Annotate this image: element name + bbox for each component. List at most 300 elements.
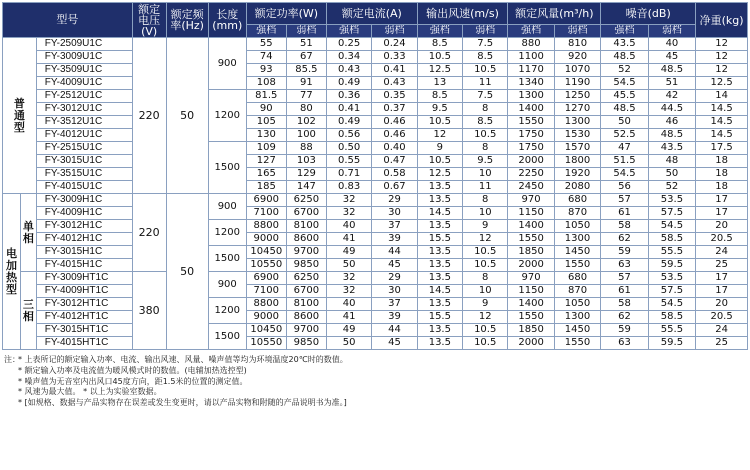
value-cell: 49 [326, 246, 371, 259]
model-cell: FY-3012U1C [36, 103, 132, 116]
value-cell: 880 [508, 38, 554, 51]
value-cell: 17 [696, 285, 748, 298]
value-cell: 9850 [286, 337, 326, 350]
value-cell: 46 [648, 116, 695, 129]
value-cell: 55 [246, 38, 286, 51]
value-cell: 30 [372, 207, 417, 220]
value-cell: 54.5 [648, 298, 695, 311]
value-cell: 10 [463, 207, 508, 220]
model-cell: FY-3015H1C [36, 246, 132, 259]
model-cell: FY-3512U1C [36, 116, 132, 129]
value-cell: 8.5 [417, 90, 462, 103]
value-cell: 13.5 [417, 298, 462, 311]
value-cell: 0.50 [326, 142, 371, 155]
value-cell: 32 [326, 285, 371, 298]
header-freq: 额定频率(Hz) [166, 3, 208, 38]
value-cell: 1300 [554, 233, 600, 246]
value-cell: 13 [417, 77, 462, 90]
value-cell: 9000 [246, 233, 286, 246]
value-cell: 0.24 [372, 38, 417, 51]
value-cell: 24 [696, 324, 748, 337]
model-cell: FY-3009U1C [36, 51, 132, 64]
value-cell: 1530 [554, 129, 600, 142]
length-cell: 1200 [208, 298, 246, 324]
frequency-cell: 50 [166, 38, 208, 194]
value-cell: 1150 [508, 285, 554, 298]
value-cell: 55.5 [648, 324, 695, 337]
value-cell: 0.36 [326, 90, 371, 103]
value-cell: 185 [246, 181, 286, 194]
value-cell: 17.5 [696, 142, 748, 155]
value-cell: 80 [286, 103, 326, 116]
model-cell: FY-2509U1C [36, 38, 132, 51]
value-cell: 18 [696, 168, 748, 181]
model-cell: FY-2512U1C [36, 90, 132, 103]
value-cell: 970 [508, 194, 554, 207]
value-cell: 0.47 [372, 155, 417, 168]
value-cell: 40 [648, 38, 695, 51]
value-cell: 1750 [508, 142, 554, 155]
value-cell: 12 [696, 51, 748, 64]
value-cell: 1300 [554, 311, 600, 324]
value-cell: 8100 [286, 220, 326, 233]
value-cell: 1100 [508, 51, 554, 64]
value-cell: 59.5 [648, 259, 695, 272]
header-weak: 弱档 [286, 25, 326, 38]
value-cell: 41 [326, 311, 371, 324]
value-cell: 1170 [508, 64, 554, 77]
value-cell: 127 [246, 155, 286, 168]
table-row [3, 324, 748, 337]
value-cell: 39 [372, 233, 417, 246]
value-cell: 37 [372, 298, 417, 311]
value-cell: 12.5 [696, 77, 748, 90]
voltage-cell: 380 [132, 272, 166, 350]
value-cell: 10450 [246, 324, 286, 337]
value-cell: 48.5 [601, 51, 648, 64]
value-cell: 43.5 [601, 38, 648, 51]
value-cell: 17 [696, 194, 748, 207]
length-cell: 900 [208, 272, 246, 298]
table-row [3, 103, 748, 116]
value-cell: 0.37 [372, 103, 417, 116]
note-text: * 噪声值为无音室内出风口45度方向，距1.5米的位置的测定值。 [18, 376, 248, 386]
value-cell: 1400 [508, 220, 554, 233]
value-cell: 45 [372, 337, 417, 350]
model-cell: FY-3015HT1C [36, 324, 132, 337]
value-cell: 63 [601, 337, 648, 350]
value-cell: 0.35 [372, 90, 417, 103]
value-cell: 8 [463, 194, 508, 207]
value-cell: 0.34 [326, 51, 371, 64]
value-cell: 48 [648, 155, 695, 168]
table-row [3, 220, 748, 233]
table-row [3, 194, 748, 207]
value-cell: 6900 [246, 272, 286, 285]
model-cell: FY-3009HT1C [36, 272, 132, 285]
value-cell: 59 [601, 246, 648, 259]
value-cell: 13.5 [417, 181, 462, 194]
value-cell: 1550 [554, 259, 600, 272]
value-cell: 53.5 [648, 194, 695, 207]
table-row [3, 272, 748, 285]
value-cell: 1850 [508, 324, 554, 337]
value-cell: 2000 [508, 155, 554, 168]
value-cell: 7.5 [463, 38, 508, 51]
value-cell: 49 [326, 324, 371, 337]
value-cell: 10.5 [463, 259, 508, 272]
value-cell: 67 [286, 51, 326, 64]
group-electric: 电 加 热 型 [3, 194, 21, 350]
value-cell: 44 [372, 246, 417, 259]
table-row [3, 155, 748, 168]
value-cell: 1750 [508, 129, 554, 142]
model-cell: FY-3509U1C [36, 64, 132, 77]
value-cell: 13.5 [417, 272, 462, 285]
table-row [3, 259, 748, 272]
value-cell: 1300 [554, 116, 600, 129]
value-cell: 10.5 [417, 51, 462, 64]
value-cell: 2080 [554, 181, 600, 194]
value-cell: 8800 [246, 298, 286, 311]
value-cell: 17 [696, 207, 748, 220]
value-cell: 54.5 [648, 220, 695, 233]
table-row [3, 90, 748, 103]
value-cell: 10550 [246, 337, 286, 350]
value-cell: 50 [326, 337, 371, 350]
value-cell: 147 [286, 181, 326, 194]
value-cell: 920 [554, 51, 600, 64]
value-cell: 8600 [286, 233, 326, 246]
value-cell: 10 [463, 168, 508, 181]
value-cell: 870 [554, 207, 600, 220]
value-cell: 9 [463, 220, 508, 233]
value-cell: 54.5 [601, 168, 648, 181]
value-cell: 40 [326, 220, 371, 233]
value-cell: 0.55 [326, 155, 371, 168]
value-cell: 63 [601, 259, 648, 272]
header-strong: 强档 [246, 25, 286, 38]
model-cell: FY-3012HT1C [36, 298, 132, 311]
value-cell: 1150 [508, 207, 554, 220]
value-cell: 85.5 [286, 64, 326, 77]
value-cell: 6700 [286, 285, 326, 298]
value-cell: 1550 [508, 311, 554, 324]
value-cell: 6250 [286, 272, 326, 285]
value-cell: 58 [601, 220, 648, 233]
note-line [4, 398, 748, 409]
value-cell: 12.5 [417, 168, 462, 181]
value-cell: 29 [372, 272, 417, 285]
value-cell: 15.5 [417, 233, 462, 246]
model-cell: FY-4012U1C [36, 129, 132, 142]
header-model: 型号 [3, 3, 133, 38]
value-cell: 108 [246, 77, 286, 90]
table-row [3, 142, 748, 155]
value-cell: 0.43 [372, 77, 417, 90]
header-noise: 噪音(dB) [601, 3, 696, 25]
value-cell: 45 [372, 259, 417, 272]
header-weight: 净重(kg) [696, 3, 748, 38]
value-cell: 2000 [508, 337, 554, 350]
header-weak: 弱档 [372, 25, 417, 38]
model-cell: FY-3009H1C [36, 194, 132, 207]
value-cell: 1400 [508, 298, 554, 311]
value-cell: 57.5 [648, 207, 695, 220]
value-cell: 8 [463, 103, 508, 116]
value-cell: 20 [696, 298, 748, 311]
value-cell: 8800 [246, 220, 286, 233]
value-cell: 10.5 [417, 155, 462, 168]
value-cell: 10550 [246, 259, 286, 272]
value-cell: 6900 [246, 194, 286, 207]
model-cell: FY-4012HT1C [36, 311, 132, 324]
value-cell: 1070 [554, 64, 600, 77]
value-cell: 8.5 [463, 116, 508, 129]
header-airflow: 额定风量(m³/h) [508, 3, 601, 25]
voltage-cell: 220 [132, 194, 166, 272]
note-text: * 上表所记的额定输入功率、电流、输出风速、风量、噪声值等均为环境温度20℃时的数值。 [18, 355, 348, 364]
value-cell: 20 [696, 220, 748, 233]
value-cell: 8600 [286, 311, 326, 324]
value-cell: 51 [648, 77, 695, 90]
value-cell: 59.5 [648, 337, 695, 350]
note-text: * 风速为最大值。 * 以上为实验室数据。 [18, 387, 162, 397]
value-cell: 1850 [508, 246, 554, 259]
note-line [4, 377, 748, 388]
value-cell: 9 [417, 142, 462, 155]
value-cell: 8.5 [463, 51, 508, 64]
value-cell: 7.5 [463, 90, 508, 103]
value-cell: 17 [696, 272, 748, 285]
value-cell: 0.43 [326, 64, 371, 77]
value-cell: 1190 [554, 77, 600, 90]
value-cell: 0.33 [372, 51, 417, 64]
value-cell: 11 [463, 77, 508, 90]
note-prefix: 注： [4, 355, 20, 364]
value-cell: 18 [696, 181, 748, 194]
value-cell: 13.5 [417, 337, 462, 350]
value-cell: 2000 [508, 259, 554, 272]
value-cell: 44.5 [648, 103, 695, 116]
value-cell: 24 [696, 246, 748, 259]
value-cell: 1250 [554, 90, 600, 103]
header-current: 额定电流(A) [326, 3, 417, 25]
value-cell: 8 [463, 142, 508, 155]
length-cell: 900 [208, 194, 246, 220]
model-cell: FY-4009H1C [36, 207, 132, 220]
voltage-cell: 220 [132, 38, 166, 194]
value-cell: 62 [601, 311, 648, 324]
value-cell: 74 [246, 51, 286, 64]
model-cell: FY-4015H1C [36, 259, 132, 272]
value-cell: 130 [246, 129, 286, 142]
length-cell: 1200 [208, 90, 246, 142]
header-strong: 强档 [326, 25, 371, 38]
frequency-cell: 50 [166, 194, 208, 350]
value-cell: 0.71 [326, 168, 371, 181]
value-cell: 10.5 [463, 64, 508, 77]
value-cell: 9000 [246, 311, 286, 324]
value-cell: 25 [696, 259, 748, 272]
value-cell: 9700 [286, 246, 326, 259]
value-cell: 1550 [508, 233, 554, 246]
value-cell: 13.5 [417, 194, 462, 207]
value-cell: 2450 [508, 181, 554, 194]
value-cell: 1340 [508, 77, 554, 90]
value-cell: 88 [286, 142, 326, 155]
value-cell: 50 [601, 116, 648, 129]
value-cell: 1450 [554, 324, 600, 337]
value-cell: 0.46 [372, 116, 417, 129]
table-row [3, 285, 748, 298]
table-row [3, 129, 748, 142]
value-cell: 56 [601, 181, 648, 194]
value-cell: 8 [463, 272, 508, 285]
notes [2, 355, 748, 409]
value-cell: 1050 [554, 298, 600, 311]
value-cell: 12.5 [417, 64, 462, 77]
value-cell: 10450 [246, 246, 286, 259]
value-cell: 14.5 [417, 285, 462, 298]
table-row [3, 64, 748, 77]
value-cell: 59 [601, 324, 648, 337]
value-cell: 39 [372, 311, 417, 324]
value-cell: 55.5 [648, 246, 695, 259]
value-cell: 12 [417, 129, 462, 142]
value-cell: 1400 [508, 103, 554, 116]
spec-table [2, 2, 748, 350]
value-cell: 6250 [286, 194, 326, 207]
table-row [3, 181, 748, 194]
value-cell: 51 [286, 38, 326, 51]
header-airspeed: 输出风速(m/s) [417, 3, 508, 25]
value-cell: 7100 [246, 285, 286, 298]
value-cell: 14.5 [696, 116, 748, 129]
value-cell: 29 [372, 194, 417, 207]
value-cell: 0.67 [372, 181, 417, 194]
value-cell: 0.58 [372, 168, 417, 181]
value-cell: 25 [696, 337, 748, 350]
value-cell: 1550 [508, 116, 554, 129]
value-cell: 13.5 [417, 246, 462, 259]
value-cell: 48.5 [601, 103, 648, 116]
header-strong: 强档 [417, 25, 462, 38]
value-cell: 15.5 [417, 311, 462, 324]
table-row [3, 311, 748, 324]
value-cell: 51.5 [601, 155, 648, 168]
length-cell: 1500 [208, 142, 246, 194]
table-row [3, 38, 748, 51]
header-voltage: 额定电压(V) [132, 3, 166, 38]
value-cell: 54.5 [601, 77, 648, 90]
table-row [3, 168, 748, 181]
value-cell: 6700 [286, 207, 326, 220]
value-cell: 9 [463, 298, 508, 311]
value-cell: 57 [601, 194, 648, 207]
value-cell: 10.5 [463, 129, 508, 142]
value-cell: 57 [601, 272, 648, 285]
spec-sheet [2, 2, 748, 409]
header-length: 长度(mm) [208, 3, 246, 38]
table-row [3, 51, 748, 64]
value-cell: 2250 [508, 168, 554, 181]
value-cell: 0.83 [326, 181, 371, 194]
value-cell: 12 [696, 64, 748, 77]
value-cell: 1450 [554, 246, 600, 259]
value-cell: 52.5 [601, 129, 648, 142]
value-cell: 8100 [286, 298, 326, 311]
header-weak: 弱档 [554, 25, 600, 38]
value-cell: 7100 [246, 207, 286, 220]
model-cell: FY-4009U1C [36, 77, 132, 90]
value-cell: 14.5 [696, 103, 748, 116]
value-cell: 50 [326, 259, 371, 272]
value-cell: 109 [246, 142, 286, 155]
value-cell: 10.5 [463, 246, 508, 259]
value-cell: 40 [326, 298, 371, 311]
value-cell: 10 [463, 285, 508, 298]
value-cell: 58.5 [648, 233, 695, 246]
value-cell: 58.5 [648, 311, 695, 324]
value-cell: 41 [326, 233, 371, 246]
value-cell: 102 [286, 116, 326, 129]
value-cell: 14.5 [417, 207, 462, 220]
value-cell: 8.5 [417, 38, 462, 51]
value-cell: 48.5 [648, 64, 695, 77]
value-cell: 1270 [554, 103, 600, 116]
note-line [4, 366, 748, 377]
length-cell: 900 [208, 38, 246, 90]
value-cell: 42 [648, 90, 695, 103]
model-cell: FY-4015U1C [36, 181, 132, 194]
value-cell: 12 [696, 38, 748, 51]
value-cell: 57.5 [648, 285, 695, 298]
note-line [4, 387, 748, 398]
table-row [3, 233, 748, 246]
value-cell: 44 [372, 324, 417, 337]
value-cell: 32 [326, 194, 371, 207]
value-cell: 970 [508, 272, 554, 285]
value-cell: 11 [463, 181, 508, 194]
header-strong: 强档 [601, 25, 648, 38]
value-cell: 61 [601, 207, 648, 220]
value-cell: 13.5 [417, 259, 462, 272]
value-cell: 61 [601, 285, 648, 298]
value-cell: 90 [246, 103, 286, 116]
value-cell: 43.5 [648, 142, 695, 155]
value-cell: 1550 [554, 337, 600, 350]
model-cell: FY-2515U1C [36, 142, 132, 155]
value-cell: 58 [601, 298, 648, 311]
value-cell: 53.5 [648, 272, 695, 285]
value-cell: 52 [601, 64, 648, 77]
table-row [3, 207, 748, 220]
value-cell: 10.5 [463, 324, 508, 337]
model-cell: FY-4012H1C [36, 233, 132, 246]
value-cell: 0.40 [372, 142, 417, 155]
value-cell: 10.5 [417, 116, 462, 129]
value-cell: 0.56 [326, 129, 371, 142]
value-cell: 45 [648, 51, 695, 64]
length-cell: 1200 [208, 220, 246, 246]
length-cell: 1500 [208, 324, 246, 350]
value-cell: 1050 [554, 220, 600, 233]
value-cell: 0.41 [372, 64, 417, 77]
value-cell: 10.5 [463, 337, 508, 350]
model-cell: FY-4015HT1C [36, 337, 132, 350]
value-cell: 165 [246, 168, 286, 181]
